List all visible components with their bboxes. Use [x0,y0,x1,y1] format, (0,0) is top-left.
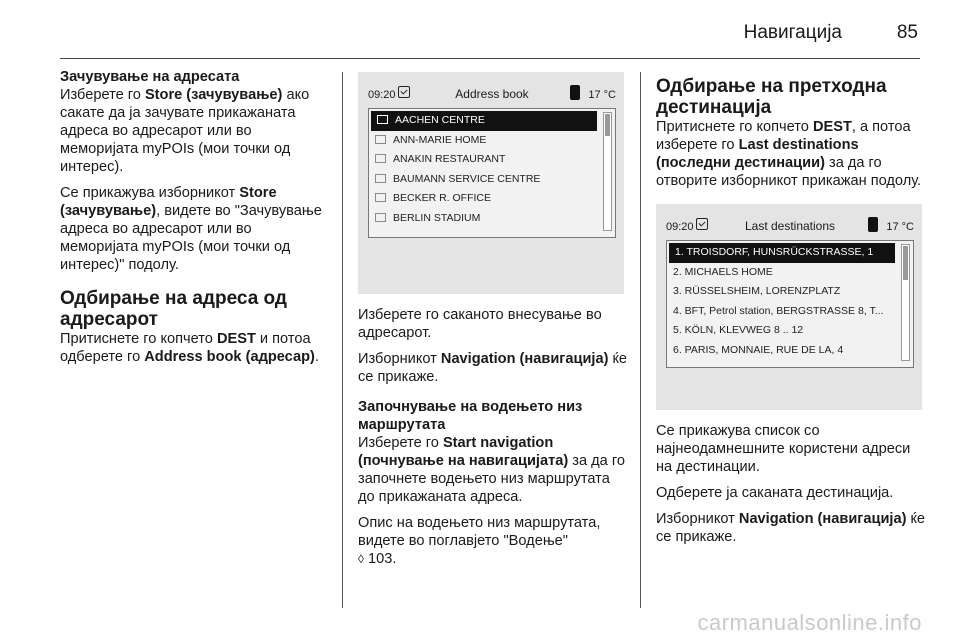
screen-title: Last destinations [744,219,836,233]
heading-save-address: Зачувување на адресата [60,69,240,85]
paragraph-dest [60,330,330,366]
destination-list [666,240,914,368]
list-item-label: 6. PARIS, MONNAIE, RUE DE LA, 4 [673,343,844,356]
list-item-label: 1. TROISDORF, HUNSRÜCKSTRASSE, 1 [675,246,874,258]
list-item[interactable] [667,341,913,361]
text: , а потоа изберете го [656,119,911,153]
menu-term-start-navigation: Start navigation (почнување на навигацијата) [358,435,569,469]
list-item-label: 3. RÜSSELSHEIM, LORENZPLATZ [673,285,841,297]
header-rule [60,58,920,59]
paragraph-guidance-ref [358,514,628,568]
list-item[interactable] [369,131,615,151]
list-item[interactable] [369,189,615,209]
scrollbar-thumb[interactable] [903,246,908,280]
menu-term-navigation: Navigation (навигација) [440,351,609,367]
address-book-screen [358,72,624,294]
address-list [368,108,616,238]
column-divider-1 [342,72,343,608]
scrollbar-thumb[interactable] [605,114,610,136]
contact-icon [375,193,386,202]
menu-term-store: Store (зачувување) [144,87,283,103]
watermark: carmanualsonline.info [697,610,922,635]
menu-term-last-destinations: Last destinations (последни дестинации) [656,137,859,171]
text: Опис на водењето низ маршрутата, видете во поглавјето "Водење" [358,515,601,549]
paragraph-save [60,86,330,176]
text: и потоа одберете го [60,331,311,365]
list-item[interactable] [369,170,615,190]
list-item[interactable] [667,263,913,283]
list-item-label: BERLIN STADIUM [393,211,481,224]
clock-time: 09:20 [368,89,396,101]
column-middle [358,66,628,576]
temperature: 17 °C [588,89,616,101]
column-right [656,66,926,554]
temperature: 17 °C [886,221,914,233]
button-term-dest: DEST [216,331,256,347]
contact-icon [375,213,386,222]
text: Притиснете го копчето [656,119,813,135]
list-item-label: 2. MICHAELS HOME [673,265,773,278]
scrollbar[interactable] [901,244,910,361]
text: Изберете го [358,435,443,451]
page-ref: 103. [363,551,397,567]
list-item-label: BAUMANN SERVICE CENTRE [393,172,541,185]
menu-term-address-book: Address book (адресар) [144,349,315,365]
heading-select-from-book: Одбирање на адреса од адресарот [60,288,287,330]
text: Притиснете го копчето [60,331,217,347]
list-item-label: AACHEN CENTRE [395,114,485,126]
text: , видете во "Зачувување адреса во адресарот или во меморијата myPOIs (мои точки од интерес)" подолу. [60,203,322,273]
heading-previous-destination: Одбирање на претходна дестинација [656,76,887,118]
page-header [0,14,960,62]
thermometer-icon [570,85,580,100]
list-item-label: ANN-MARIE HOME [393,133,487,146]
page-ref-icon: ◊ [358,552,364,566]
list-item[interactable] [667,321,913,341]
page-title: Навигација [743,22,842,43]
list-item[interactable] [369,209,615,229]
contact-icon [377,115,388,124]
list-item[interactable] [369,150,615,170]
screen-title: Address book [455,87,529,101]
text: за да го отворите изборникот прикажан подолу. [656,155,922,189]
column-divider-2 [640,72,641,608]
text: Изборникот [358,351,441,367]
thermometer-icon [868,217,878,232]
paragraph-nav-menu [656,510,926,546]
page-number: 85 [896,22,918,43]
list-item-label: ANAKIN RESTAURANT [393,153,506,165]
text: ќе се прикаже. [358,351,628,385]
list-item[interactable] [667,302,913,322]
paragraph-store-menu [60,184,330,274]
list-item-selected[interactable] [371,111,597,131]
menu-term-store: Store (зачувување) [60,185,277,219]
text: Се прикажува изборникот [60,185,240,201]
status-bar [666,216,914,234]
paragraph-nav-menu [358,350,628,386]
clock-time: 09:20 [666,221,694,233]
last-destinations-screen [656,204,922,410]
button-term-dest: DEST [812,119,852,135]
paragraph-recent-list: Се прикажува список со најнеодамнешните користени адреси на дестинации. [656,423,911,475]
menu-term-navigation: Navigation (навигација) [738,511,907,527]
column-left [60,66,330,374]
paragraph-last-dest [656,118,926,190]
list-item-label: 5. KÖLN, KLEVWEG 8 .. 12 [673,324,804,336]
text: . [314,349,319,365]
paragraph-select-destination: Одберете ја саканата дестинација. [656,485,894,501]
list-item-label: BECKER R. OFFICE [393,192,492,204]
list-item-selected[interactable] [669,243,895,263]
list-item-label: 4. BFT, Petrol station, BERGSTRASSE 8, T... [673,304,884,317]
text: ќе се прикаже. [656,511,926,545]
contact-icon [375,154,386,163]
text: за да го започнете водењето низ маршрутата до прикажаната адреса. [358,453,625,505]
scrollbar[interactable] [603,112,612,231]
status-bar [368,84,616,102]
contact-icon [375,135,386,144]
text: Изберете го [60,87,145,103]
list-item[interactable] [667,282,913,302]
heading-start-guidance: Започнување на водењето низ маршрутата [358,399,583,433]
text: ако сакате да ја зачувате прикажаната адреса во адресарот или во меморијата myPOIs (мои точки од интерес). [60,87,310,175]
paragraph-start-nav [358,434,628,506]
paragraph-select-entry: Изберете го саканото внесување во адресарот. [358,307,602,341]
contact-icon [375,174,386,183]
text: Изборникот [656,511,739,527]
